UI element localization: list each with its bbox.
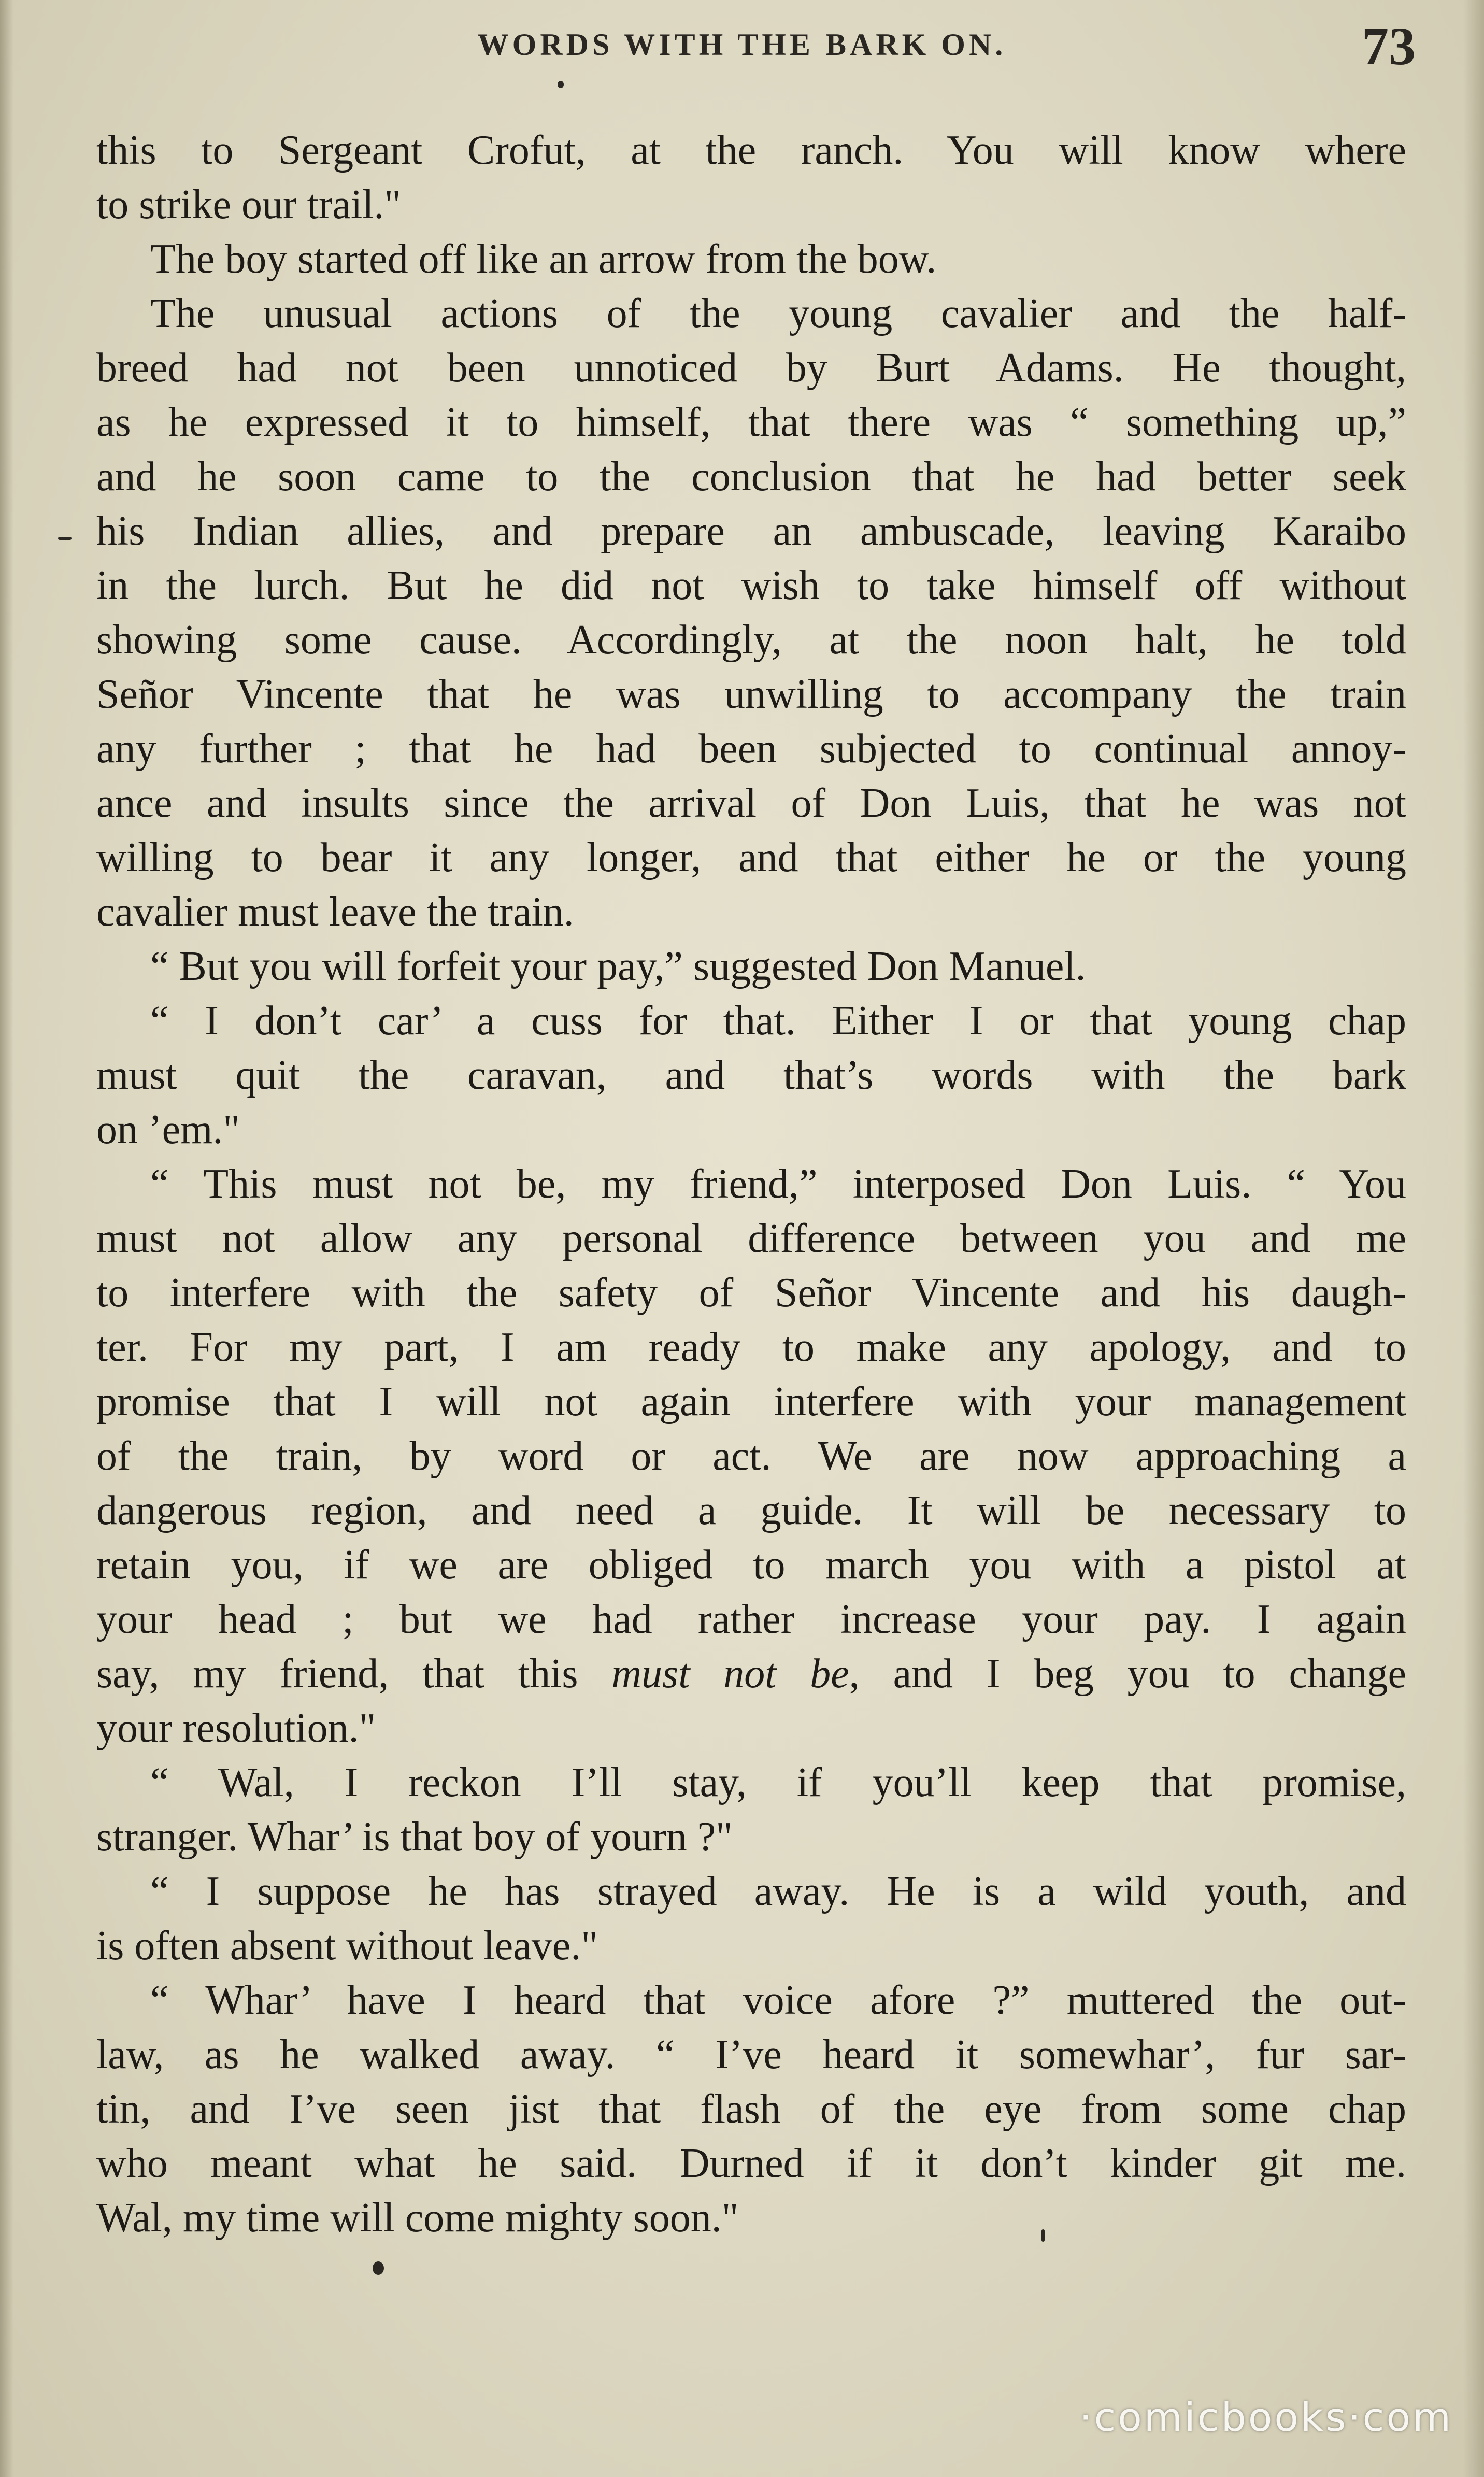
text-line: on ’em." bbox=[96, 1107, 240, 1152]
ink-speck bbox=[558, 81, 564, 88]
text-line: “ I suppose he has strayed away. He is a wild youth, and bbox=[150, 1869, 1406, 1914]
text-line: his Indian allies, and prepare an ambuscade, leaving Karaibo bbox=[96, 508, 1406, 554]
text-line: ter. For my part, I am ready to make any apology, and to bbox=[96, 1325, 1406, 1370]
text-line: law, as he walked away. “ I’ve heard it somewhar’, fur sar- bbox=[96, 2032, 1406, 2077]
text-line: to strike our trail." bbox=[96, 182, 402, 227]
ink-speck bbox=[1041, 2229, 1045, 2242]
text-line: who meant what he said. Durned if it don’t kinder git me. bbox=[96, 2141, 1406, 2186]
text-line: willing to bear it any longer, and that either he or the young bbox=[96, 835, 1406, 880]
text-line: The boy started off like an arrow from the bow. bbox=[150, 236, 937, 282]
text-line: ance and insults since the arrival of Don Luis, that he was not bbox=[96, 780, 1406, 826]
text-line: promise that I will not again interfere with your management bbox=[96, 1379, 1406, 1425]
page-edge-shadow-right bbox=[1463, 0, 1484, 2477]
text-line: as he expressed it to himself, that there was “ something up,” bbox=[96, 400, 1406, 445]
page-number: 73 bbox=[1362, 17, 1416, 76]
text-line: in the lurch. But he did not wish to take himself off without bbox=[96, 563, 1406, 608]
text-line: your head ; but we had rather increase your pay. I again bbox=[96, 1597, 1406, 1642]
text-line: and he soon came to the conclusion that he had better seek bbox=[96, 454, 1406, 500]
text-line: cavalier must leave the train. bbox=[96, 889, 574, 935]
text-line: The unusual actions of the young cavalier and the half- bbox=[150, 291, 1406, 336]
text-line bbox=[96, 1647, 1406, 1701]
text-line: breed had not been unnoticed by Burt Adams. He thought, bbox=[96, 345, 1406, 391]
text-line: tin, and I’ve seen jist that flash of the eye from some chap bbox=[96, 2086, 1406, 2132]
text-line: must not allow any personal difference between you and me bbox=[96, 1216, 1406, 1261]
text-line: your resolution." bbox=[96, 1705, 376, 1751]
text-line: retain you, if we are obliged to march you with a pistol at bbox=[96, 1542, 1406, 1588]
text-line: any further ; that he had been subjected to continual annoy- bbox=[96, 726, 1406, 772]
text-line: is often absent without leave." bbox=[96, 1923, 598, 1969]
italic-emphasis: must not be bbox=[611, 1651, 849, 1697]
ink-speck bbox=[373, 2261, 384, 2275]
body-text bbox=[96, 123, 1406, 2245]
text-line: dangerous region, and need a guide. It will be necessary to bbox=[96, 1488, 1406, 1533]
text-line: showing some cause. Accordingly, at the noon halt, he told bbox=[96, 617, 1406, 663]
text-line: this to Sergeant Crofut, at the ranch. You will know where bbox=[96, 127, 1406, 173]
text-line: Wal, my time will come mighty soon." bbox=[96, 2195, 739, 2241]
text-line: of the train, by word or act. We are now approaching a bbox=[96, 1433, 1406, 1479]
text-line: stranger. Whar’ is that boy of yourn ?" bbox=[96, 1814, 733, 1860]
text-line: “ This must not be, my friend,” interposed Don Luis. “ You bbox=[150, 1161, 1406, 1207]
text-line: must quit the caravan, and that’s words with the bark bbox=[96, 1052, 1406, 1098]
text-line: “ I don’t car’ a cuss for that. Either I or that young chap bbox=[150, 998, 1406, 1044]
text-line: Señor Vincente that he was unwilling to accompany the train bbox=[96, 672, 1406, 717]
text-line: “ But you will forfeit your pay,” suggested Don Manuel. bbox=[150, 944, 1086, 989]
text-line: “ Whar’ have I heard that voice afore ?” muttered the out- bbox=[150, 1977, 1406, 2023]
text-segment: , and I beg you to change bbox=[849, 1651, 1406, 1697]
watermark: ·comicbooks·com bbox=[1079, 2394, 1453, 2440]
text-segment: say, my friend, that this bbox=[96, 1651, 612, 1697]
ink-speck bbox=[58, 537, 72, 540]
page-edge-shadow-left bbox=[0, 0, 13, 2477]
text-line: to interfere with the safety of Señor Vincente and his daugh- bbox=[96, 1270, 1406, 1316]
text-line: “ Wal, I reckon I’ll stay, if you’ll keep that promise, bbox=[150, 1760, 1406, 1805]
running-head: WORDS WITH THE BARK ON. bbox=[477, 27, 1007, 62]
